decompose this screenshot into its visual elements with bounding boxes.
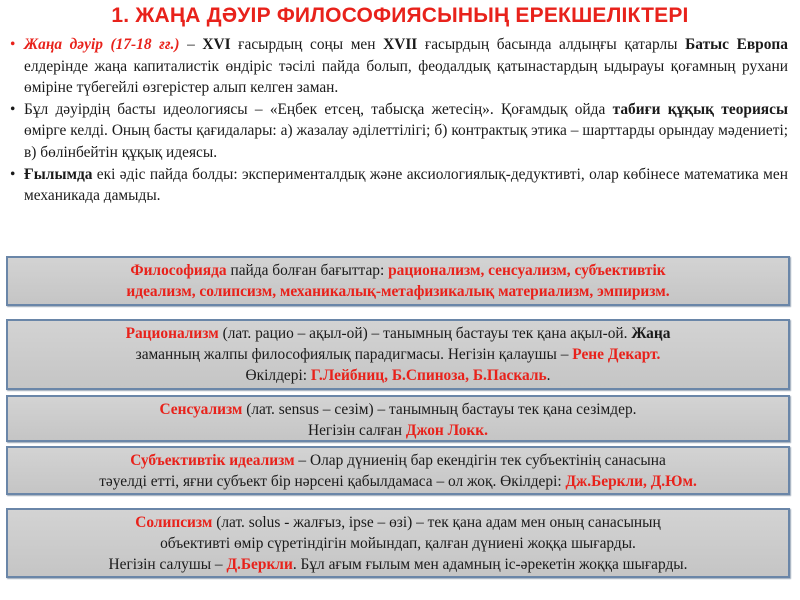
text-run: ғасырдың басында алдыңғы <box>417 36 617 53</box>
text-run: Субъективтік идеализм <box>130 452 295 469</box>
box-directions <box>6 256 790 306</box>
box-rationalism <box>6 319 790 390</box>
bullet-new-era <box>8 34 788 99</box>
text-run: Өкілдері: <box>245 367 311 384</box>
text-run: б) контрактық этика – шарттарды орындау мәдениеті; в) бөлінбейтін құқық идеясы. <box>24 122 788 161</box>
text-run: Джон Локк. <box>405 422 488 439</box>
text-run: рационализм, сенсуализм, субъективтік <box>388 262 666 279</box>
text-run: . Бұл ағым ғылым мен адамның іс-әрекетін жоққа шығарды. <box>292 556 688 573</box>
bullet-marker-icon: • <box>10 36 16 53</box>
box-line <box>8 420 788 441</box>
box-subjective-idealism <box>6 446 790 495</box>
text-run: (лат. рацио – ақыл-ой) – танымның бастауы тек қана ақыл-ой. <box>218 325 632 342</box>
box-line <box>8 399 788 420</box>
text-run: елдерінде жаңа капиталистік өндіріс тәсілі пайда болып, <box>24 57 412 75</box>
text-run: Ғылымда <box>24 165 93 183</box>
box-solipsism <box>6 508 790 578</box>
bullet-text <box>24 99 788 164</box>
box-line <box>8 323 788 344</box>
box-line <box>8 471 788 492</box>
text-run: (лат. sensus – сезім) – танымның бастауы тек қана сезімдер. <box>242 401 637 418</box>
text-run: Г.Лейбниц, Б.Спиноза, Б.Паскаль <box>310 367 547 384</box>
text-run: . <box>546 367 551 384</box>
text-run: объективті өмір сүретіндігін мойындап, қалған дүниені жоққа шығарды. <box>160 535 636 552</box>
box-line <box>8 344 788 365</box>
text-run: алып келген заман. <box>213 79 339 97</box>
text-run: Негізін салушы – <box>108 556 227 573</box>
bullet-list <box>8 34 788 207</box>
text-run: тәуелді етті, яғни субъект бір нәрсені қабылдамаса – ол жоқ. Өкілдері: <box>99 473 566 490</box>
text-run: қатарлы <box>624 36 686 53</box>
text-run: пайда болған бағыттар: <box>226 262 389 279</box>
box-line <box>8 512 788 533</box>
box-line <box>8 365 788 386</box>
text-run: Д.Беркли <box>226 556 293 573</box>
text-run: Рационализм <box>125 325 219 342</box>
text-run: XVII <box>383 36 418 53</box>
text-run: заманның жалпы философиялық парадигмасы. Негізін қалаушы – <box>135 346 573 363</box>
text-run: ғасырдың соңы мен <box>230 36 384 53</box>
box-line <box>8 533 788 554</box>
box-line <box>8 554 788 575</box>
page-title: 1. ЖАҢА ДӘУІР ФИЛОСОФИЯСЫНЫҢ ЕРЕКШЕЛІКТЕРІ <box>111 4 689 27</box>
text-run: Дж.Беркли, Д.Юм. <box>565 473 697 490</box>
text-run: Рене Декарт. <box>572 346 661 363</box>
box-line <box>8 281 788 302</box>
text-run: XVI <box>202 36 231 53</box>
bullet-text <box>24 34 788 99</box>
box-line <box>8 260 788 281</box>
text-run: – <box>179 36 203 53</box>
text-run: Сенсуализм <box>159 401 243 418</box>
bullet-marker-icon: • <box>10 165 16 183</box>
text-run: – Олар дүниенің бар екендігін тек субъектінің санасына <box>294 452 666 469</box>
bullet-ideology <box>8 99 788 164</box>
text-run: Солипсизм <box>135 514 213 531</box>
text-run: олар көбінесе математика мен механикада дамыды. <box>24 165 788 205</box>
text-run: Жаңа дәуір (17-18 ғғ.) <box>24 36 180 53</box>
text-run: (лат. solus - жалғыз, ipse – өзі) – тек қана адам мен оның санасының <box>212 514 661 531</box>
box-sensualism <box>6 395 790 442</box>
text-run: екі әдіс пайда болды: эксперименталдық және аксиологиялық-дедуктивті, <box>92 165 585 183</box>
text-run: Батыс Европа <box>685 36 788 53</box>
bullet-marker-icon: • <box>10 100 16 118</box>
text-run: Философияда <box>130 262 227 279</box>
text-run: табиғи құқық теориясы <box>612 100 788 118</box>
text-run: өмірге келді. Оның басты қағидалары: а) жазалау әділеттілігі; <box>24 122 431 140</box>
text-run: Негізін салған <box>307 422 406 439</box>
text-run: Бұл дәуірдің басты идеологиясы – «Еңбек етсең, табысқа жетесің». Қоғамдық ойда <box>24 100 606 118</box>
text-run: феодалдық қатынастардың ыдырауы қоғамның рухани өміріне түбегейлі өзгерістер <box>24 57 788 97</box>
text-run: идеализм, солипсизм, механикалық-метафизикалық материализм, эмпиризм. <box>126 283 670 300</box>
bullet-science <box>8 164 788 207</box>
bullet-text <box>24 164 788 207</box>
box-line <box>8 450 788 471</box>
text-run: Жаңа <box>631 325 671 342</box>
